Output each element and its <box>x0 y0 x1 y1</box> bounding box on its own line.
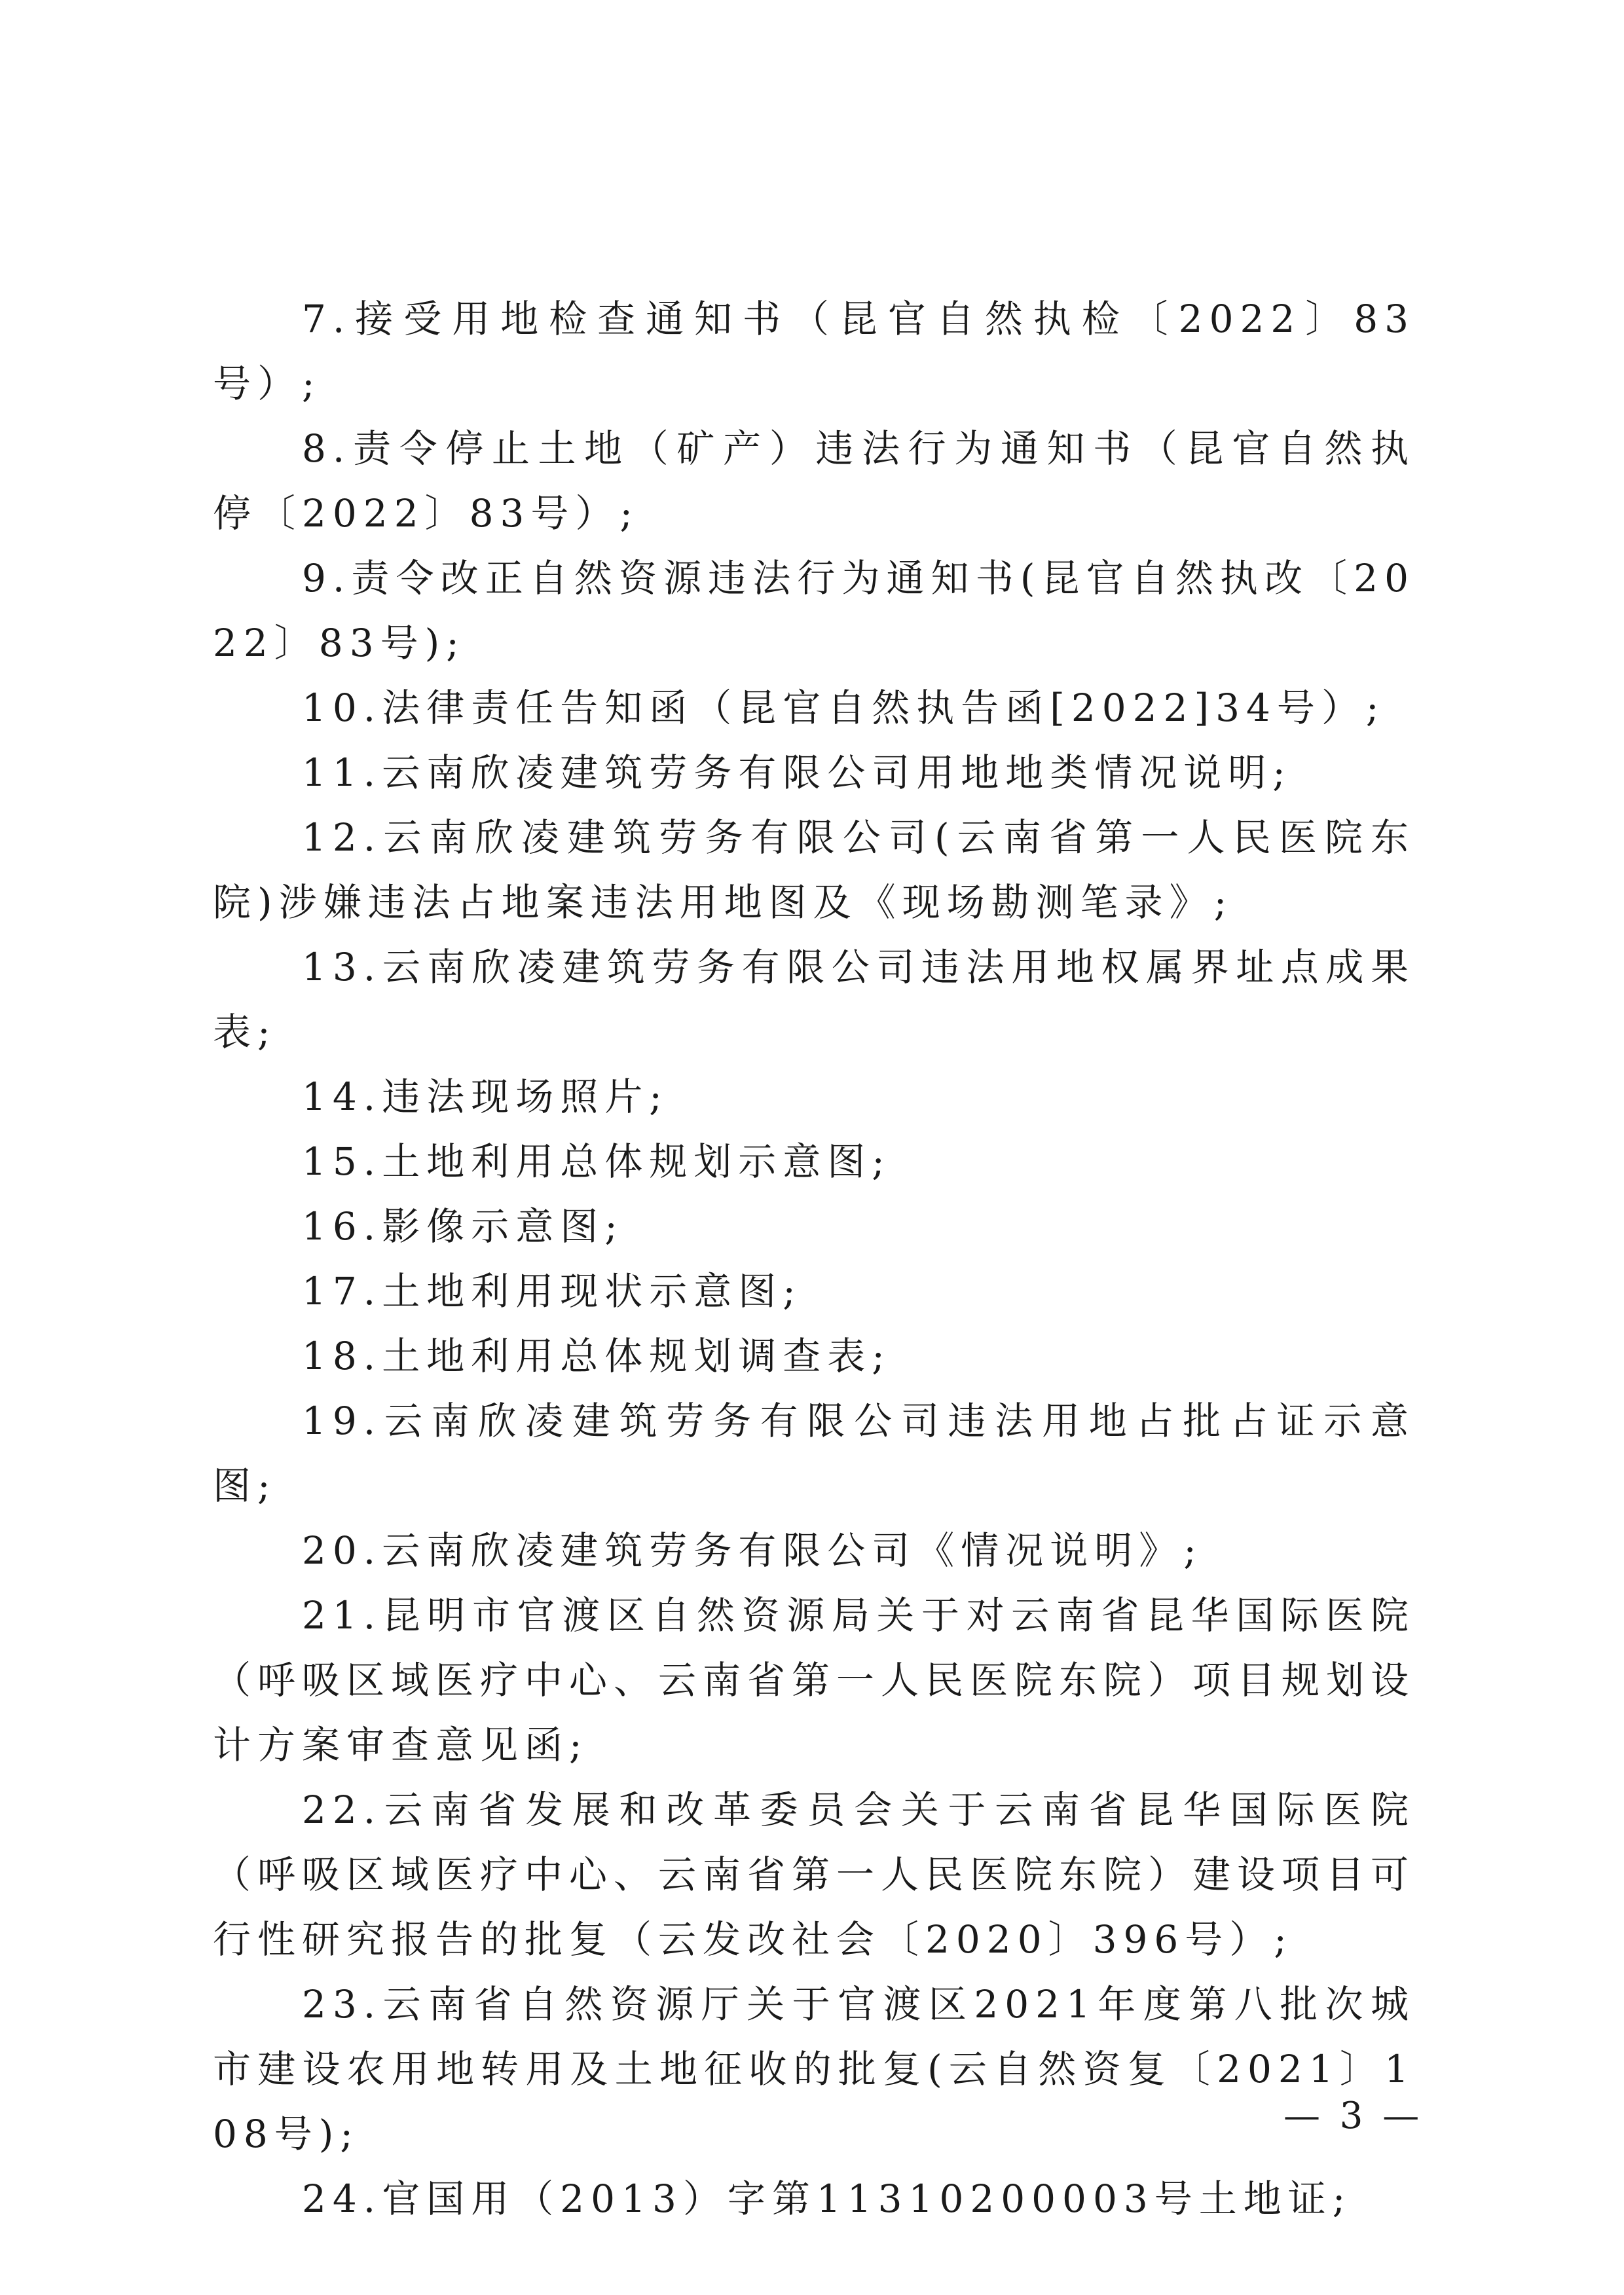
page-number: — 3 — <box>1283 2095 1424 2137</box>
list-item: 16.影像示意图; <box>302 1204 624 1249</box>
list-item: 22.云南省发展和改革委员会关于云南省昆华国际医院（呼吸区域医疗中心、云南省第一人民医院东院）建设项目可行性研究报告的批复（云发改社会〔2020〕396号）; <box>213 1788 1416 1962</box>
list-item: 11.云南欣凌建筑劳务有限公司用地地类情况说明; <box>302 750 1292 795</box>
list-item: 23.云南省自然资源厅关于官渡区2021年度第八批次城市建设农用地转用及土地征收的批复(云自然资复〔2021〕108号); <box>213 1982 1415 2156</box>
list-item: 10.法律责任告知函（昆官自然执告函[2022]34号）; <box>302 686 1386 730</box>
list-item: 21.昆明市官渡区自然资源局关于对云南省昆华国际医院（呼吸区域医疗中心、云南省第一人民医院东院）项目规划设计方案审查意见函; <box>213 1593 1416 1767</box>
list-item: 9.责令改正自然资源违法行为通知书(昆官自然执改〔2022〕83号); <box>213 556 1415 665</box>
list-item: 20.云南欣凌建筑劳务有限公司《情况说明》; <box>302 1528 1203 1573</box>
list-item: 8.责令停止土地（矿产）违法行为通知书（昆官自然执停〔2022〕83号）; <box>213 426 1415 536</box>
attachment-list <box>213 287 1424 2231</box>
list-item: 15.土地利用总体规划示意图; <box>302 1139 891 1184</box>
list-item: 12.云南欣凌建筑劳务有限公司(云南省第一人民医院东院)涉嫌违法占地案违法用地图及《现场勘测笔录》; <box>213 815 1415 925</box>
list-item: 14.违法现场照片; <box>302 1074 669 1119</box>
list-item: 18.土地利用总体规划调查表; <box>302 1334 891 1378</box>
list-item: 19.云南欣凌建筑劳务有限公司违法用地占批占证示意图; <box>213 1399 1415 1508</box>
list-item: 13.云南欣凌建筑劳务有限公司违法用地权属界址点成果表; <box>213 945 1415 1054</box>
list-item: 24.官国用（2013）字第11310200003号土地证; <box>302 2176 1352 2221</box>
list-item: 17.土地利用现状示意图; <box>302 1269 802 1313</box>
list-item: 7.接受用地检查通知书（昆官自然执检〔2022〕83号）; <box>213 297 1415 406</box>
